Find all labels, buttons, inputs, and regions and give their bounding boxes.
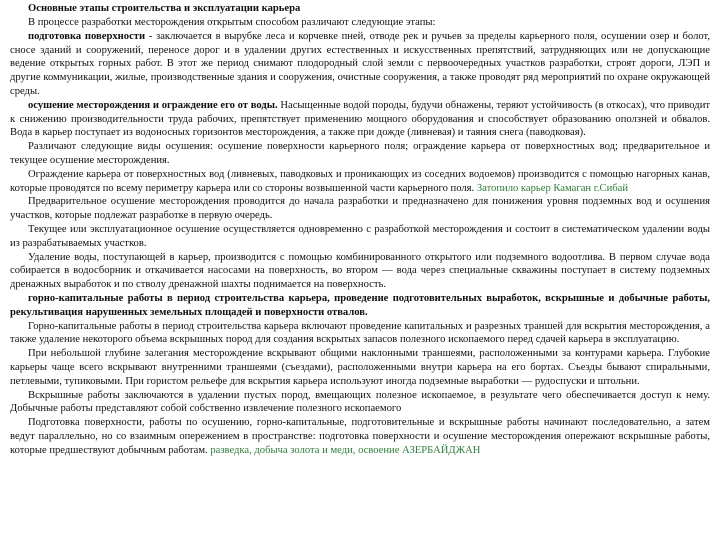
- paragraph-drainage-types: Различают следующие виды осушения: осушение поверхности карьерного поля; ограждение карьера от поверхностных вод; предварительное и текущее осушение месторождения.: [10, 141, 710, 166]
- paragraph-text: - заключается в вырубке леса и корчевке пней, отводе рек и ручьев за пределы карьерного поля, осушении озер и болот, сносе зданий и сооружений, переносе дорог и в удалении других естественных и искусственных препятствий, затрудняющих или не допускающие ведение открытых горных работ. В этот же период снимают плодородный слой земли с первоочередных участков разработки, строят дороги, ЛЭП и другие коммуникации, жилые, производственные здания и сооружения, очистные сооружения, а также проводят ряд мероприятий по охране окружающей среды.: [10, 30, 710, 97]
- paragraph-intro: В процессе разработки месторождения открытым способом различают следующие этапы:: [28, 17, 436, 28]
- paragraph-current-drainage: Текущее или эксплуатационное осушение осуществляется одновременно с разработкой месторождения и состоит в систематическом удалении воды из разрабатываемых участков.: [10, 223, 710, 249]
- paragraph-stripping: Вскрышные работы заключаются в удалении пустых пород, вмещающих полезное ископаемое, в результате чего обеспечивается доступ к нему. Добычные работы представляют собой собственно извлечение полезного ископаемого: [10, 389, 710, 415]
- paragraph-water-removal: Удаление воды, поступающей в карьер, производится с помощью комбинированного открытого или подземного водоотлива. В первом случае вода собирается в водосборник и откачивается насосами на поверхность, во втором — вода через специальные скважины поступает в систему подземных дренажных выработок и по стволу дренажной шахты поднимается на поверхность.: [10, 251, 710, 291]
- term-capital-works: горно-капитальные работы в период строительства карьера, проведение подготовительных выработок, вскрышные и добычные работы, рекультивация нарушенных земельных площадей и поверхности отвалов.: [10, 292, 710, 318]
- paragraph-preliminary-drainage: Предварительное осушение месторождения проводится до начала разработки и предназначено для понижения уровня подземных вод и осушения участков, которые подлежат разработке в первую очередь.: [10, 196, 710, 222]
- term-drainage: осушение месторождения и ограждение его от воды.: [28, 99, 278, 111]
- document-title: Основные этапы строительства и эксплуатации карьера: [28, 3, 301, 14]
- term-surface-prep: подготовка поверхности: [28, 30, 146, 42]
- paragraph-sequence: [10, 416, 710, 457]
- paragraph-fencing: [10, 168, 710, 196]
- link-gold-copper-azerbaijan[interactable]: разведка, добыча золота и меди, освоение АЗЕРБАЙДЖАН: [210, 444, 481, 456]
- paragraph-text: Насыщенные водой породы, будучи обнажены, теряют устойчивость (в откосах), что приводит к снижению производительности труда рабочих, препятствует применению мощного оборудования и способствует образованию оползней и обвалов. Вода в карьер поступает из водоносных горизонтов месторождения, а также при дожде (ливневая) и таяния снега (паводковая).: [10, 99, 710, 139]
- paragraph-capital-works-heading: [10, 292, 710, 320]
- paragraph-trenches: При небольшой глубине залегания месторождение вскрывают общими наклонными траншеями, расположенными за контурами карьера. Глубокие карьеры чаще всего вскрывают внутренними траншеями (съездами), расположенными внутри карьера на его бортах. Съезды бывают спиральными, петлевыми, тупиковыми. При гористом рельефе для вскрытия карьера используют иногда подземные выработки — рудоспуски и штольни.: [10, 348, 710, 387]
- paragraph-capital-works: Горно-капитальные работы в период строительства карьера включают проведение капитальных и разрезных траншей для вскрытия месторождения, а также удаление некоторого объема вскрышных пород для создания вскрытых запасов полезного ископаемого перед сдачей карьера в эксплуатацию.: [10, 320, 710, 346]
- paragraph-surface-prep: [10, 30, 710, 99]
- paragraph-text: Подготовка поверхности, работы по осушению, горно-капитальные, подготовительные и вскрышные работы начинают последовательно, а затем ведут параллельно, но со взаимным опережением в пространстве: подготовка поверхности и осушение месторождения опережают вскрышные работы, которые предшествуют добычным работам.: [10, 417, 710, 456]
- link-flooded-quarry[interactable]: Затопило карьер Камаган г.Сибай: [476, 182, 629, 194]
- paragraph-text: Ограждение карьера от поверхностных вод (ливневых, паводковых и проникающих из соседних водоемов) производится с помощью нагорных канав, которые проводятся по всему периметру карьера или со стороны возвышенной части карьерного поля.: [10, 168, 710, 194]
- paragraph-drainage: [10, 99, 710, 140]
